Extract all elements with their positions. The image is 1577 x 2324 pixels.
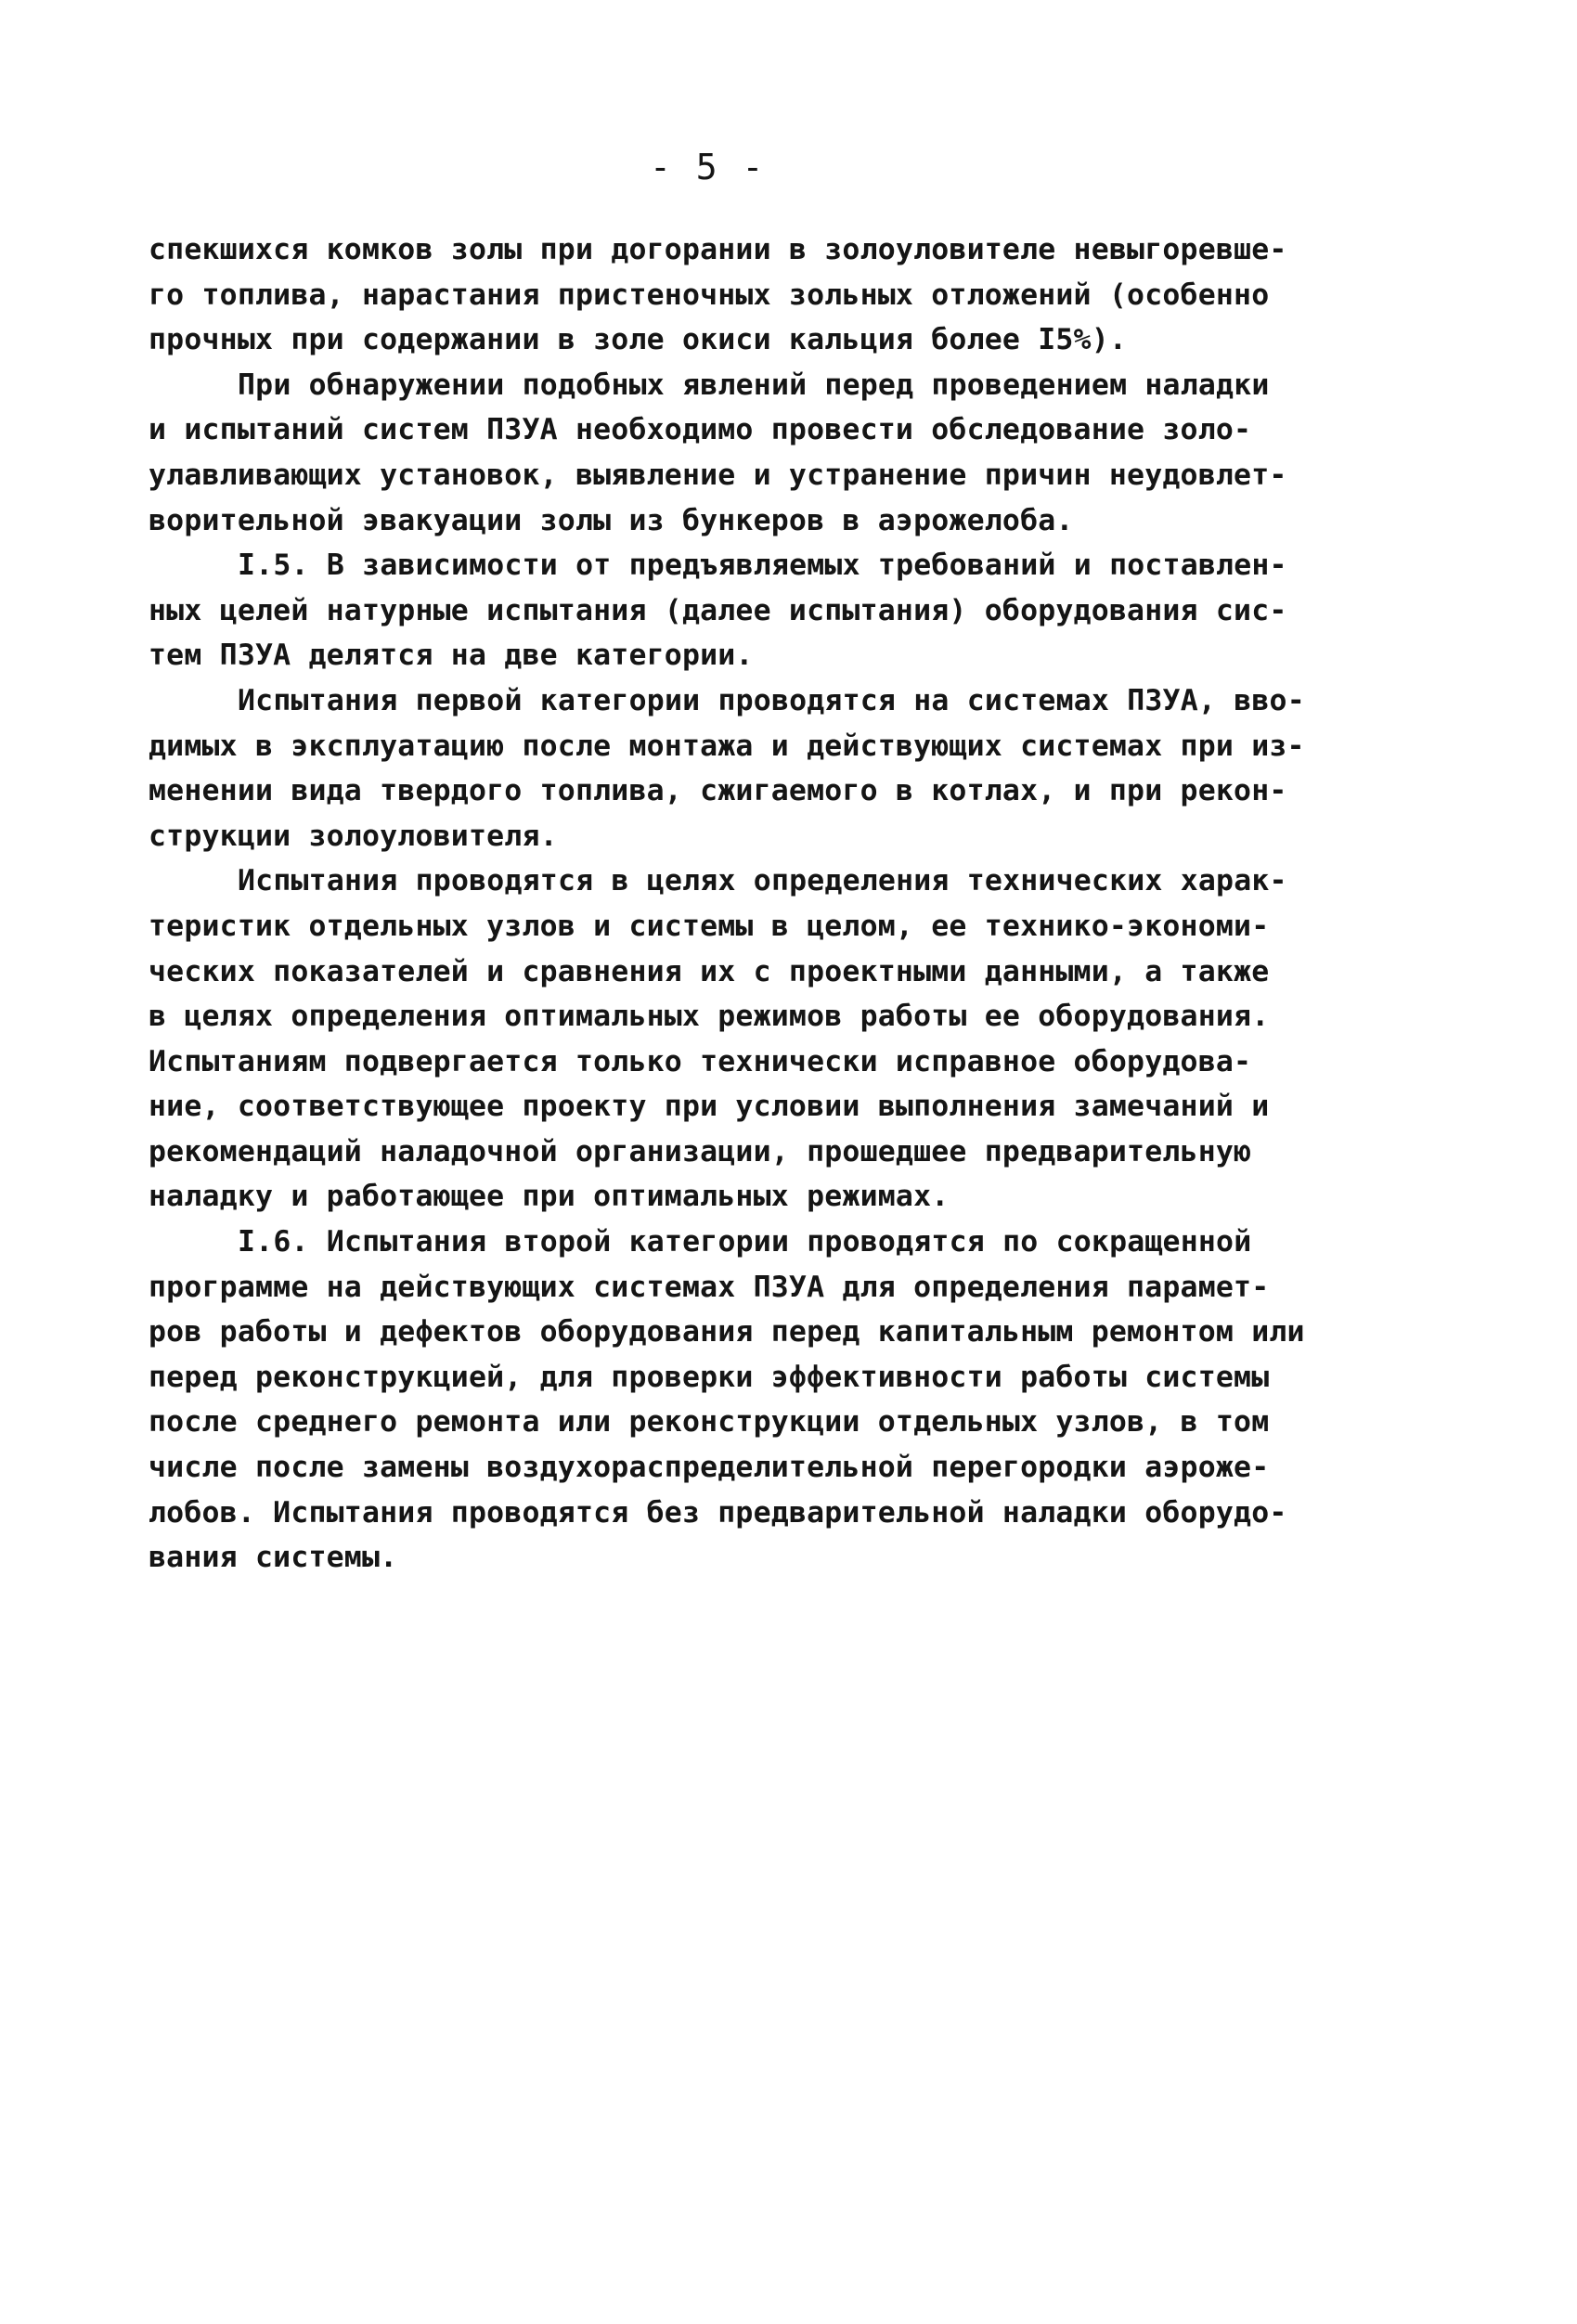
text-line-17: ческих показателей и сравнения их с проектными данными, а также [149, 954, 1270, 988]
text-line-1: спекшихся комков золы при догорании в золоуловителе невыгоревше- [149, 233, 1287, 266]
text-line-22: наладку и работающее при оптимальных режимах. [149, 1180, 950, 1214]
text-line-16: теристик отдельных узлов и системы в целом, ее технико-экономи- [149, 909, 1270, 943]
text-line-26: перед реконструкцией, для проверки эффективности работы системы [149, 1360, 1270, 1394]
text-line-18: в целях определения оптимальных режимов работы ее оборудования. [149, 1000, 1270, 1034]
text-line-4: При обнаружении подобных явлений перед проведением наладки [238, 368, 1270, 402]
text-line-27: после среднего ремонта или реконструкции отдельных узлов, в том [149, 1405, 1270, 1440]
text-line-29: лобов. Испытания проводятся без предварительной наладки оборудо- [149, 1495, 1287, 1530]
text-line-11: Испытания первой категории проводятся на системах ПЗУА, вво- [238, 683, 1305, 717]
text-line-5: и испытаний систем ПЗУА необходимо провести обследование золо- [149, 413, 1252, 447]
text-line-13: менении вида твердого топлива, сжигаемого в котлах, и при рекон- [149, 774, 1287, 808]
text-line-28: числе после замены воздухораспределительной перегородки аэроже- [149, 1451, 1270, 1485]
text-line-24: программе на действующих системах ПЗУА для определения парамет- [149, 1270, 1270, 1304]
text-line-19: Испытаниям подвергается только технически исправное оборудова- [149, 1044, 1252, 1078]
text-line-6: улавливающих установок, выявление и устранение причин неудовлет- [149, 458, 1287, 492]
text-line-21: рекомендаций наладочной организации, прошедшее предварительную [149, 1134, 1252, 1168]
text-line-2: го топлива, нарастания пристеночных зольных отложений (особенно [149, 278, 1270, 312]
text-line-30: вания системы. [149, 1541, 398, 1575]
text-line-9: ных целей натурные испытания (далее испытания) оборудования сис- [149, 593, 1287, 627]
document-body [149, 227, 1355, 1581]
text-line-7: ворительной эвакуации золы из бункеров в аэрожелоба. [149, 503, 1074, 537]
text-line-20: ние, соответствующее проекту при условии выполнения замечаний и [149, 1090, 1270, 1124]
text-line-14: струкции золоуловителя. [149, 819, 558, 853]
text-line-23: I.6. Испытания второй категории проводятся по сокращенной [238, 1225, 1252, 1259]
text-line-8: I.5. В зависимости от предъявляемых требований и поставлен- [238, 549, 1287, 583]
page-number: - 5 - [650, 147, 766, 187]
text-line-12: димых в эксплуатацию после монтажа и действующих системах при из- [149, 729, 1305, 763]
text-line-3: прочных при содержании в золе окиси кальция более I5%). [149, 323, 1128, 357]
text-line-15: Испытания проводятся в целях определения технических харак- [238, 864, 1287, 898]
text-line-25: ров работы и дефектов оборудования перед капитальным ремонтом или [149, 1315, 1305, 1349]
text-line-10: тем ПЗУА делятся на две категории. [149, 639, 754, 673]
